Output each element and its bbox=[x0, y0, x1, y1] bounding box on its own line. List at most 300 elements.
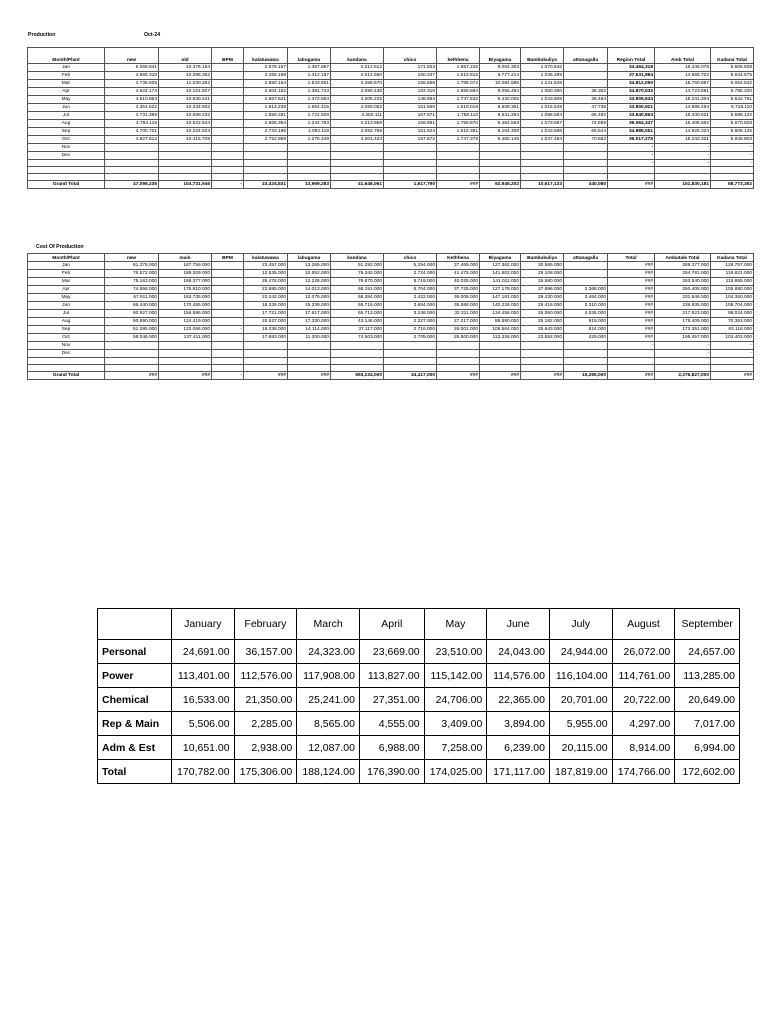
expense-value: 3,409.00 bbox=[424, 712, 487, 736]
table-cell bbox=[244, 167, 288, 174]
table-cell: 137.411.000 bbox=[159, 334, 212, 342]
table-cell bbox=[331, 358, 384, 365]
table-cell bbox=[437, 152, 480, 160]
row-label: Grand Total bbox=[28, 372, 105, 380]
table-cell bbox=[212, 358, 244, 365]
table-cell bbox=[437, 160, 480, 167]
table-cell: 1.092.118 bbox=[288, 128, 331, 136]
expense-value: 117,908.00 bbox=[297, 664, 360, 688]
table-cell bbox=[288, 350, 331, 358]
table-cell: 15.243.321 bbox=[655, 136, 711, 144]
table-row bbox=[28, 326, 754, 334]
table-cell: 2.604.162 bbox=[244, 88, 288, 96]
table-cell: 105.880.000 bbox=[711, 286, 754, 294]
table-row bbox=[28, 88, 754, 96]
table-cell bbox=[212, 262, 244, 270]
table-cell bbox=[105, 167, 159, 174]
table-cell: - bbox=[608, 152, 655, 160]
table-cell: 68.151.000 bbox=[331, 286, 384, 294]
expense-value: 8,914.00 bbox=[612, 736, 675, 760]
table-cell bbox=[212, 270, 244, 278]
table-cell bbox=[105, 342, 159, 350]
empty-cell bbox=[28, 365, 105, 372]
row-label: Mar bbox=[28, 80, 105, 88]
column-header: Bambukuliya bbox=[521, 48, 564, 64]
table-cell: 43.146.000 bbox=[331, 318, 384, 326]
row-label: May bbox=[28, 96, 105, 104]
row-label: Jul bbox=[28, 112, 105, 120]
row-label: May bbox=[28, 294, 105, 302]
table-cell: 1.615.815 bbox=[437, 72, 480, 80]
table-cell: 1.073.657 bbox=[521, 120, 564, 128]
table-cell: - bbox=[655, 342, 711, 350]
table-cell bbox=[244, 160, 288, 167]
expense-value: 24,323.00 bbox=[297, 640, 360, 664]
total-cell: 41,646,061 bbox=[331, 181, 384, 189]
table-cell: 122.066.000 bbox=[159, 326, 212, 334]
table-cell: 4.535.000 bbox=[564, 310, 608, 318]
table-cell: 2.716.000 bbox=[384, 326, 437, 334]
table-cell: 1.658.884 bbox=[437, 88, 480, 96]
column-header: labugama bbox=[288, 48, 331, 64]
month-header bbox=[98, 609, 172, 640]
table-cell bbox=[244, 144, 288, 152]
empty-cell bbox=[384, 174, 437, 181]
grand-total-row bbox=[28, 372, 754, 380]
row-label: Dec bbox=[28, 152, 105, 160]
spacer-row bbox=[28, 365, 754, 372]
summary-row bbox=[98, 664, 740, 688]
table-cell: 11.200.000 bbox=[288, 334, 331, 342]
table-cell: 15.406.562 bbox=[655, 120, 711, 128]
table-row bbox=[28, 72, 754, 80]
table-cell: 151.624 bbox=[384, 128, 437, 136]
table-cell bbox=[288, 144, 331, 152]
table-cell: 17.330.000 bbox=[288, 318, 331, 326]
expense-value: 7,258.00 bbox=[424, 736, 487, 760]
table-cell bbox=[384, 358, 437, 365]
table-row bbox=[28, 104, 754, 112]
table-row bbox=[28, 80, 754, 88]
production-table bbox=[27, 47, 754, 189]
table-cell: 41.475.000 bbox=[437, 270, 480, 278]
expense-value: 176,390.00 bbox=[359, 760, 424, 784]
expense-value: 10,651.00 bbox=[171, 736, 234, 760]
table-cell bbox=[331, 160, 384, 167]
row-label: Grand Total bbox=[28, 181, 105, 189]
cost-header-row bbox=[28, 254, 754, 262]
table-cell: 4.268.670 bbox=[331, 80, 384, 88]
total-cell: ### bbox=[244, 372, 288, 380]
empty-cell bbox=[212, 365, 244, 372]
table-cell: 65.492 bbox=[564, 112, 608, 120]
table-cell: 23.552.000 bbox=[521, 334, 564, 342]
table-cell: - bbox=[711, 144, 754, 152]
table-cell: 28.500.000 bbox=[437, 334, 480, 342]
table-cell: 11.030.252 bbox=[159, 80, 212, 88]
expense-value: 27,351.00 bbox=[359, 688, 424, 712]
table-cell: 4.622.174 bbox=[105, 88, 159, 96]
table-cell: 38.588.000 bbox=[437, 302, 480, 310]
table-cell bbox=[212, 302, 244, 310]
row-label: Mar bbox=[28, 278, 105, 286]
table-cell: 2.665.354 bbox=[244, 120, 288, 128]
table-cell: 26.580.000 bbox=[521, 278, 564, 286]
table-cell: 76.342.000 bbox=[331, 270, 384, 278]
table-cell bbox=[212, 334, 244, 342]
table-cell: 263.540.000 bbox=[655, 278, 711, 286]
table-cell: 236.935.000 bbox=[655, 302, 711, 310]
expense-value: 187,819.00 bbox=[549, 760, 612, 784]
expense-value: 20,115.00 bbox=[549, 736, 612, 760]
total-cell: - bbox=[212, 181, 244, 189]
table-row bbox=[28, 270, 754, 278]
table-cell: 269.377.000 bbox=[655, 262, 711, 270]
expense-value: 2,938.00 bbox=[234, 736, 297, 760]
table-cell: 10.630.241 bbox=[159, 96, 212, 104]
table-cell bbox=[384, 160, 437, 167]
table-cell: 10.101.507 bbox=[159, 88, 212, 96]
row-label: Jun bbox=[28, 302, 105, 310]
row-label: Oct bbox=[28, 136, 105, 144]
table-cell: 264.781.000 bbox=[655, 270, 711, 278]
table-cell: 1.559.281 bbox=[244, 112, 288, 120]
table-cell bbox=[480, 167, 521, 174]
table-cell: 66.440.000 bbox=[105, 302, 159, 310]
expense-value: 113,401.00 bbox=[171, 664, 234, 688]
table-cell bbox=[288, 152, 331, 160]
total-cell: 10,617,133 bbox=[521, 181, 564, 189]
month-header: August bbox=[612, 609, 675, 640]
empty-cell bbox=[288, 174, 331, 181]
row-label: Sep bbox=[28, 128, 105, 136]
table-cell: 4.731.389 bbox=[105, 112, 159, 120]
table-cell: 163.735.000 bbox=[159, 294, 212, 302]
expense-value: 172,602.00 bbox=[675, 760, 740, 784]
expense-value: 113,827.00 bbox=[359, 664, 424, 688]
table-cell: 12.075.000 bbox=[288, 294, 331, 302]
table-cell: 124.419.000 bbox=[159, 318, 212, 326]
table-cell: 29.416.000 bbox=[521, 302, 564, 310]
table-cell bbox=[212, 80, 244, 88]
table-cell bbox=[564, 342, 608, 350]
table-cell: 74.503.000 bbox=[331, 334, 384, 342]
table-cell: 14.114.000 bbox=[288, 326, 331, 334]
table-cell: 217.523.000 bbox=[655, 310, 711, 318]
table-cell: 47.736 bbox=[564, 104, 608, 112]
table-cell: 1.043.605 bbox=[521, 96, 564, 104]
table-cell: 4.610.963 bbox=[105, 96, 159, 104]
expense-value: 6,988.00 bbox=[359, 736, 424, 760]
empty-cell bbox=[564, 174, 608, 181]
table-cell: 4.700.701 bbox=[105, 128, 159, 136]
month-header: July bbox=[549, 609, 612, 640]
table-cell: - bbox=[655, 350, 711, 358]
table-cell: 1.276.449 bbox=[288, 136, 331, 144]
column-header: Region Total bbox=[608, 48, 655, 64]
table-cell: - bbox=[711, 152, 754, 160]
table-cell bbox=[564, 72, 608, 80]
table-cell: 10.084.585 bbox=[480, 80, 521, 88]
table-cell: ### bbox=[608, 302, 655, 310]
table-cell: 5.065.841 bbox=[105, 64, 159, 72]
table-row bbox=[28, 96, 754, 104]
expense-value: 25,241.00 bbox=[297, 688, 360, 712]
column-header: labugama bbox=[288, 254, 331, 262]
table-cell: 147.181.000 bbox=[480, 294, 521, 302]
month-header: May bbox=[424, 609, 487, 640]
table-cell: 141.502.000 bbox=[480, 270, 521, 278]
table-cell: 74.659 bbox=[564, 120, 608, 128]
expense-value: 171,117.00 bbox=[487, 760, 550, 784]
table-row bbox=[28, 358, 754, 365]
table-cell: 10.699.232 bbox=[159, 112, 212, 120]
table-cell: 1.047.484 bbox=[521, 136, 564, 144]
table-cell: 5.719.000 bbox=[384, 278, 437, 286]
table-cell: 33.800,921 bbox=[608, 104, 655, 112]
expense-category: Adm & Est bbox=[98, 736, 172, 760]
total-cell: 440,080 bbox=[564, 181, 608, 189]
empty-cell bbox=[212, 174, 244, 181]
table-cell: 175.810.000 bbox=[159, 286, 212, 294]
table-cell: 4.736.605 bbox=[105, 80, 159, 88]
table-cell: 51.285.000 bbox=[105, 326, 159, 334]
table-cell bbox=[655, 167, 711, 174]
table-cell: 2.733.196 bbox=[244, 128, 288, 136]
table-cell: 19.238.000 bbox=[244, 326, 288, 334]
table-cell: 14.565.702 bbox=[655, 72, 711, 80]
table-cell: 6.054.542 bbox=[711, 80, 754, 88]
table-cell: - bbox=[212, 326, 244, 334]
column-header: attanagalla bbox=[564, 254, 608, 262]
column-header: kethhena bbox=[437, 48, 480, 64]
table-cell bbox=[105, 144, 159, 152]
table-cell bbox=[288, 160, 331, 167]
table-cell: 140.226.000 bbox=[480, 302, 521, 310]
table-cell bbox=[480, 358, 521, 365]
month-header: September bbox=[675, 609, 740, 640]
table-cell: 231.646.000 bbox=[655, 294, 711, 302]
table-cell: 112.326.000 bbox=[480, 334, 521, 342]
table-cell: 20.527.000 bbox=[244, 318, 288, 326]
table-cell: 10.334.932 bbox=[159, 104, 212, 112]
row-label: Dec bbox=[28, 350, 105, 358]
empty-cell bbox=[521, 365, 564, 372]
table-cell: 9.055.454 bbox=[480, 88, 521, 96]
table-cell: 50.990.000 bbox=[105, 318, 159, 326]
table-cell bbox=[159, 342, 212, 350]
table-cell: 14.686.454 bbox=[655, 104, 711, 112]
table-cell: 37.725.000 bbox=[437, 286, 480, 294]
table-cell: 25.643.000 bbox=[521, 326, 564, 334]
month-header: January bbox=[171, 609, 234, 640]
table-cell: 17.617.000 bbox=[288, 310, 331, 318]
table-cell bbox=[105, 160, 159, 167]
table-row bbox=[28, 64, 754, 72]
table-cell: 5.644.575 bbox=[711, 72, 754, 80]
table-cell: 65.713.000 bbox=[331, 310, 384, 318]
table-cell bbox=[159, 167, 212, 174]
expense-value: 115,142.00 bbox=[424, 664, 487, 688]
table-cell: 1.412.187 bbox=[288, 72, 331, 80]
production-header-row bbox=[28, 48, 754, 64]
table-row bbox=[28, 262, 754, 270]
table-cell: 1.372.654 bbox=[288, 96, 331, 104]
table-cell: 3.654.000 bbox=[384, 302, 437, 310]
row-label bbox=[28, 167, 105, 174]
table-cell bbox=[521, 167, 564, 174]
total-cell: 92,945,202 bbox=[480, 181, 521, 189]
total-cell: 58,773,352 bbox=[711, 181, 754, 189]
table-cell bbox=[212, 310, 244, 318]
table-row bbox=[28, 350, 754, 358]
table-cell bbox=[212, 144, 244, 152]
month-header: April bbox=[359, 609, 424, 640]
table-cell bbox=[212, 88, 244, 96]
column-header: BPM bbox=[212, 48, 244, 64]
total-cell: 34,417,000 bbox=[384, 372, 437, 380]
column-header: main bbox=[159, 254, 212, 262]
table-cell: 98.024.000 bbox=[711, 310, 754, 318]
table-cell bbox=[711, 358, 754, 365]
table-cell: 1.619.018 bbox=[437, 104, 480, 112]
table-cell bbox=[105, 358, 159, 365]
table-cell: ### bbox=[608, 326, 655, 334]
expense-value: 174,766.00 bbox=[612, 760, 675, 784]
total-cell: ### bbox=[480, 372, 521, 380]
table-cell: 5.970.828 bbox=[711, 120, 754, 128]
table-cell bbox=[212, 160, 244, 167]
expense-value: 116,104.00 bbox=[549, 664, 612, 688]
expense-value: 23,510.00 bbox=[424, 640, 487, 664]
table-cell: 17.721.000 bbox=[244, 310, 288, 318]
table-cell: 1.814.238 bbox=[244, 104, 288, 112]
table-cell: 5.948.803 bbox=[711, 136, 754, 144]
row-label: Nov bbox=[28, 342, 105, 350]
table-cell bbox=[212, 96, 244, 104]
table-cell: ### bbox=[608, 318, 655, 326]
table-cell bbox=[331, 144, 384, 152]
table-cell bbox=[437, 144, 480, 152]
table-cell bbox=[608, 167, 655, 174]
table-cell bbox=[711, 167, 754, 174]
table-cell: 33.940,863 bbox=[608, 112, 655, 120]
row-label: Apr bbox=[28, 286, 105, 294]
table-cell: 4.351.522 bbox=[105, 104, 159, 112]
table-cell: 5.588.122 bbox=[711, 112, 754, 120]
table-cell bbox=[331, 350, 384, 358]
empty-cell bbox=[521, 174, 564, 181]
table-cell: 4.827.612 bbox=[105, 136, 159, 144]
table-cell: 10.376.154 bbox=[159, 64, 212, 72]
table-cell bbox=[564, 152, 608, 160]
table-cell bbox=[521, 160, 564, 167]
table-cell: 119.821.000 bbox=[711, 270, 754, 278]
table-cell: 195.457.000 bbox=[655, 334, 711, 342]
table-cell: 250.408.000 bbox=[655, 286, 711, 294]
table-cell: 1.756.870 bbox=[437, 120, 480, 128]
table-cell: 37.465.000 bbox=[437, 262, 480, 270]
row-label: Jun bbox=[28, 104, 105, 112]
table-cell: 2.850.164 bbox=[244, 80, 288, 88]
table-cell bbox=[244, 358, 288, 365]
expense-value: 24,691.00 bbox=[171, 640, 234, 664]
table-cell: 1.367.967 bbox=[288, 64, 331, 72]
column-header: chico bbox=[384, 254, 437, 262]
empty-cell bbox=[437, 365, 480, 372]
table-cell bbox=[480, 144, 521, 152]
expense-value: 8,565.00 bbox=[297, 712, 360, 736]
table-cell: 15.446.075 bbox=[655, 64, 711, 72]
expense-value: 24,944.00 bbox=[549, 640, 612, 664]
empty-cell bbox=[384, 365, 437, 372]
table-cell bbox=[437, 167, 480, 174]
row-label: Jan bbox=[28, 262, 105, 270]
empty-cell bbox=[331, 174, 384, 181]
table-cell: 1.066.584 bbox=[521, 112, 564, 120]
table-cell: 173.351.000 bbox=[655, 326, 711, 334]
table-cell bbox=[288, 342, 331, 350]
table-cell: 32.311.000 bbox=[437, 310, 480, 318]
table-cell: 14.013.000 bbox=[288, 286, 331, 294]
table-cell: 65.716.000 bbox=[331, 302, 384, 310]
table-cell: 4.092.766 bbox=[331, 128, 384, 136]
column-header: Month/Plant bbox=[28, 254, 105, 262]
expense-value: 24,043.00 bbox=[487, 640, 550, 664]
expense-value: 5,955.00 bbox=[549, 712, 612, 736]
table-cell bbox=[655, 358, 711, 365]
table-cell bbox=[480, 160, 521, 167]
total-cell: ### bbox=[608, 372, 655, 380]
empty-cell bbox=[159, 365, 212, 372]
table-cell bbox=[564, 262, 608, 270]
total-cell: 16,265,000 bbox=[564, 372, 608, 380]
table-cell bbox=[564, 64, 608, 72]
table-cell: 1.543.801 bbox=[288, 80, 331, 88]
row-label bbox=[28, 358, 105, 365]
table-cell bbox=[159, 144, 212, 152]
table-cell: 63.118.000 bbox=[711, 326, 754, 334]
table-cell: 12.228.000 bbox=[288, 278, 331, 286]
table-cell bbox=[212, 128, 244, 136]
table-cell bbox=[212, 350, 244, 358]
column-header: kandana bbox=[331, 48, 384, 64]
table-cell: 38.302 bbox=[564, 88, 608, 96]
table-cell: 167.971 bbox=[384, 112, 437, 120]
table-cell: 1.615.381 bbox=[437, 128, 480, 136]
table-cell: 108.704.000 bbox=[711, 302, 754, 310]
expense-category: Chemical bbox=[98, 688, 172, 712]
table-cell: 1.722.928 bbox=[288, 112, 331, 120]
table-cell: ### bbox=[608, 262, 655, 270]
table-cell bbox=[564, 144, 608, 152]
table-cell: 29.430.000 bbox=[521, 294, 564, 302]
table-cell bbox=[384, 152, 437, 160]
expense-category: Personal bbox=[98, 640, 172, 664]
table-cell: 26.001.000 bbox=[437, 326, 480, 334]
expense-value: 188,124.00 bbox=[297, 760, 360, 784]
table-cell bbox=[564, 270, 608, 278]
table-cell bbox=[480, 342, 521, 350]
table-cell bbox=[244, 342, 288, 350]
table-row bbox=[28, 152, 754, 160]
table-cell bbox=[608, 350, 655, 358]
table-cell: 915.000 bbox=[564, 318, 608, 326]
table-cell bbox=[212, 318, 244, 326]
month-header: March bbox=[297, 609, 360, 640]
table-cell bbox=[159, 350, 212, 358]
table-cell: 18.339.000 bbox=[244, 302, 288, 310]
